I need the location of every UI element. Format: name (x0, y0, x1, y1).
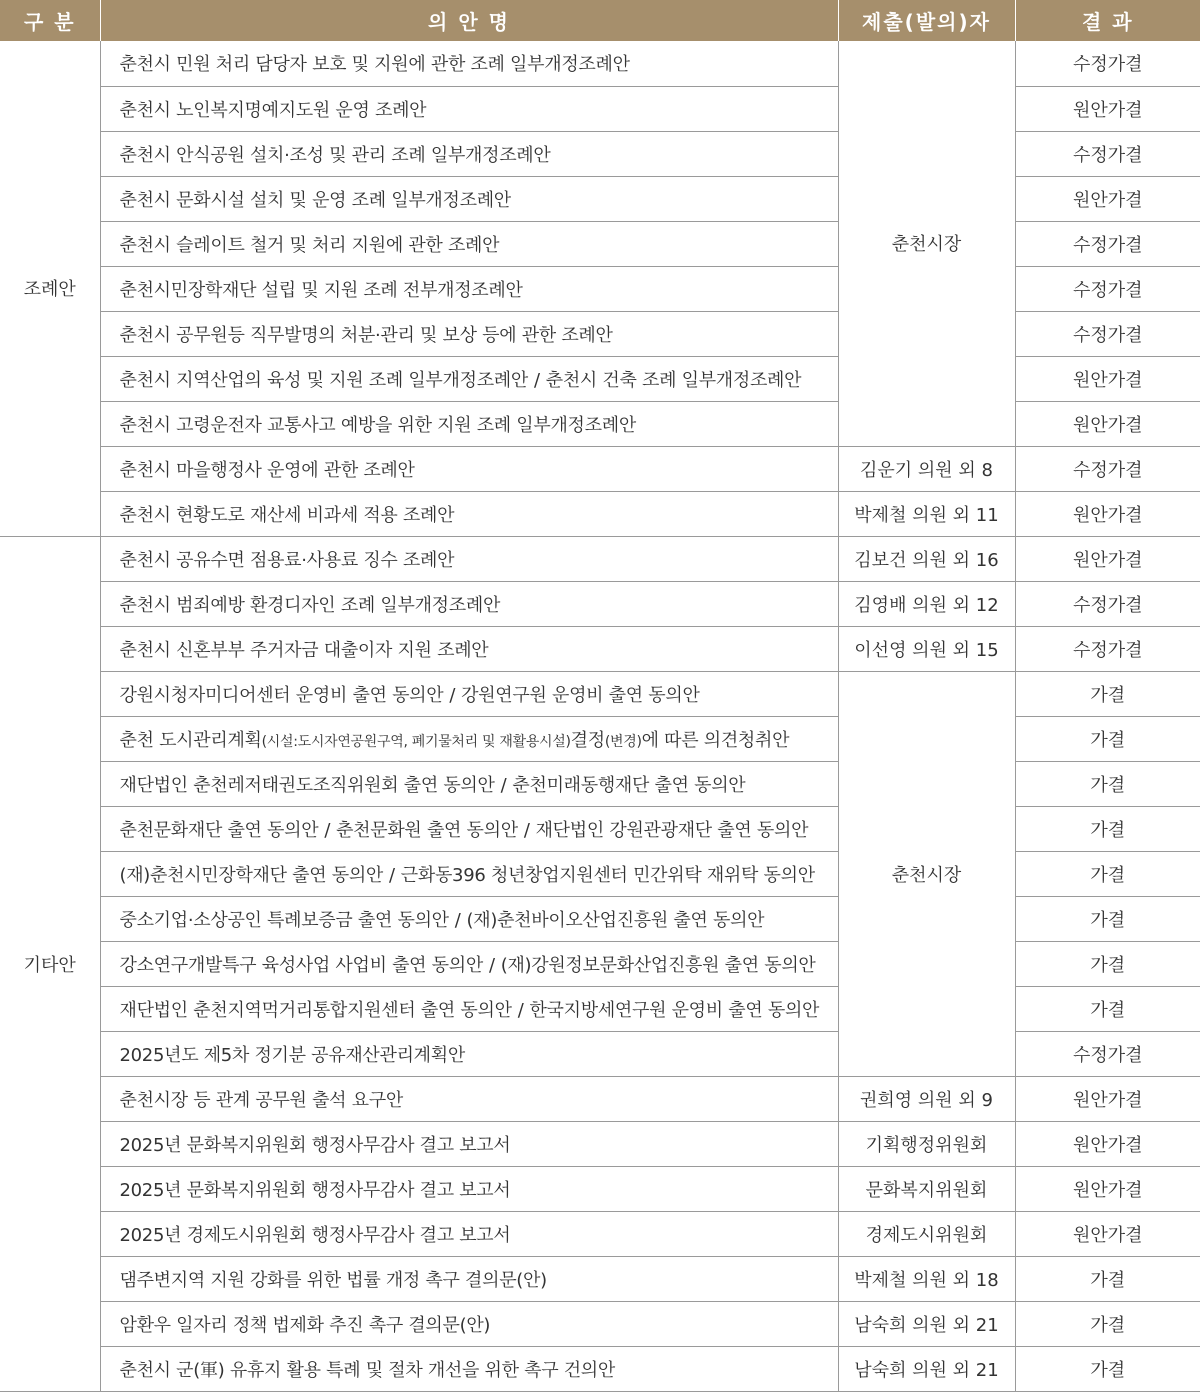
bill-title: 춘천시 마을행정사 운영에 관한 조례안 (100, 446, 838, 491)
result-cell: 수정가결 (1015, 131, 1200, 176)
bill-title (100, 896, 838, 941)
bill-title-part: 춘천문화재단 출연 동의안 (119, 819, 319, 841)
bill-title: 춘천시 슬레이트 철거 및 처리 지원에 관한 조례안 (100, 221, 838, 266)
submitter-cell: 김영배 의원 외 12 (838, 581, 1015, 626)
title-separator: / (523, 819, 530, 841)
bill-title: 2025년도 제5차 정기분 공유재산관리계획안 (100, 1031, 838, 1076)
result-cell: 가결 (1015, 896, 1200, 941)
table-row (0, 761, 1200, 806)
submitter-cell: 김보건 의원 외 16 (838, 536, 1015, 581)
title-separator: / (500, 774, 507, 796)
bill-title-note: (시설:도시자연공원구역, 폐기물처리 및 재활용시설) (261, 733, 571, 750)
table-row (0, 1031, 1200, 1076)
bill-title (100, 356, 838, 401)
title-separator: / (454, 909, 461, 931)
bill-title-part: 강원시청자미디어센터 운영비 출연 동의안 (119, 684, 444, 706)
result-cell: 수정가결 (1015, 446, 1200, 491)
result-cell: 가결 (1015, 761, 1200, 806)
bill-title-part: (재)강원정보문화산업진흥원 출연 동의안 (500, 954, 816, 976)
bill-title (100, 761, 838, 806)
title-separator: / (324, 819, 331, 841)
table-row (0, 1256, 1200, 1301)
submitter-cell: 남숙희 의원 외 21 (838, 1301, 1015, 1346)
bill-title: 춘천시민장학재단 설립 및 지원 조례 전부개정조례안 (100, 266, 838, 311)
table-row (0, 311, 1200, 356)
submitter-cell: 경제도시위원회 (838, 1211, 1015, 1256)
result-cell: 수정가결 (1015, 266, 1200, 311)
table-row (0, 986, 1200, 1031)
table-row (0, 896, 1200, 941)
submitter-cell: 권희영 의원 외 9 (838, 1076, 1015, 1121)
table-row (0, 1346, 1200, 1391)
table-row (0, 941, 1200, 986)
result-cell: 가결 (1015, 716, 1200, 761)
bill-title: 춘천시 공무원등 직무발명의 처분·관리 및 보상 등에 관한 조례안 (100, 311, 838, 356)
header-category: 구 분 (0, 0, 100, 41)
submitter-cell: 춘천시장 (838, 671, 1015, 1076)
bill-title (100, 986, 838, 1031)
table-row (0, 86, 1200, 131)
result-cell: 가결 (1015, 851, 1200, 896)
result-cell: 수정가결 (1015, 626, 1200, 671)
bill-title-part: 강소연구개발특구 육성사업 사업비 출연 동의안 (119, 954, 483, 976)
bill-title: 춘천시 군(軍) 유휴지 활용 특례 및 절차 개선을 위한 촉구 건의안 (100, 1346, 838, 1391)
header-bill-title: 의 안 명 (100, 0, 838, 41)
table-row (0, 581, 1200, 626)
bill-title-part: 춘천미래동행재단 출연 동의안 (512, 774, 746, 796)
submitter-cell: 남숙희 의원 외 21 (838, 1346, 1015, 1391)
table-row (0, 851, 1200, 896)
result-cell: 가결 (1015, 1256, 1200, 1301)
bill-title: 암환우 일자리 정책 법제화 추진 촉구 결의문(안) (100, 1301, 838, 1346)
bill-title-part: 결정 (570, 729, 605, 751)
bill-title-part: 춘천시 지역산업의 육성 및 지원 조례 일부개정조례안 (119, 369, 528, 391)
header-submitter: 제출(발의)자 (838, 0, 1015, 41)
bill-title-note: (변경) (604, 733, 642, 750)
bill-title-part: 한국지방세연구원 운영비 출연 동의안 (529, 999, 820, 1021)
result-cell: 수정가결 (1015, 311, 1200, 356)
title-separator: / (488, 954, 495, 976)
title-separator: / (533, 369, 540, 391)
table-row (0, 1121, 1200, 1166)
result-cell: 가결 (1015, 1301, 1200, 1346)
submitter-cell: 문화복지위원회 (838, 1166, 1015, 1211)
result-cell: 수정가결 (1015, 581, 1200, 626)
table-row (0, 1166, 1200, 1211)
table-row (0, 401, 1200, 446)
bill-title (100, 851, 838, 896)
table-row (0, 716, 1200, 761)
result-cell: 원안가결 (1015, 1211, 1200, 1256)
result-cell: 가결 (1015, 671, 1200, 716)
table-row (0, 806, 1200, 851)
result-cell: 가결 (1015, 941, 1200, 986)
bill-title (100, 716, 838, 761)
table-row (0, 131, 1200, 176)
result-cell: 원안가결 (1015, 176, 1200, 221)
bill-title-part: (재)춘천바이오산업진흥원 출연 동의안 (466, 909, 765, 931)
bill-title: 춘천시 공유수면 점용료·사용료 징수 조례안 (100, 536, 838, 581)
submitter-cell: 기획행정위원회 (838, 1121, 1015, 1166)
title-separator: / (389, 864, 395, 886)
table-row (0, 446, 1200, 491)
table-row (0, 41, 1200, 86)
result-cell: 가결 (1015, 806, 1200, 851)
bill-title: 춘천시 고령운전자 교통사고 예방을 위한 지원 조례 일부개정조례안 (100, 401, 838, 446)
bill-title (100, 941, 838, 986)
bill-title-part: 중소기업·소상공인 특례보증금 출연 동의안 (119, 909, 449, 931)
bill-title: 춘천시 안식공원 설치·조성 및 관리 조례 일부개정조례안 (100, 131, 838, 176)
result-cell: 원안가결 (1015, 86, 1200, 131)
submitter-cell: 박제철 의원 외 18 (838, 1256, 1015, 1301)
bill-title (100, 806, 838, 851)
table-row (0, 1211, 1200, 1256)
table-row (0, 266, 1200, 311)
table-row (0, 221, 1200, 266)
bill-title-part: 춘천시 건축 조례 일부개정조례안 (545, 369, 802, 391)
result-cell: 원안가결 (1015, 1166, 1200, 1211)
bill-title-part: (재)춘천시민장학재단 출연 동의안 (119, 864, 384, 886)
result-cell: 수정가결 (1015, 221, 1200, 266)
bill-title-part: 재단법인 춘천레저태권도조직위원회 출연 동의안 (119, 774, 495, 796)
bill-title: 춘천시 문화시설 설치 및 운영 조례 일부개정조례안 (100, 176, 838, 221)
bill-title-part: 재단법인 강원관광재단 출연 동의안 (535, 819, 809, 841)
submitter-cell: 이선영 의원 외 15 (838, 626, 1015, 671)
header-result: 결 과 (1015, 0, 1200, 41)
bill-title: 춘천시 신혼부부 주거자금 대출이자 지원 조례안 (100, 626, 838, 671)
table-row (0, 536, 1200, 581)
table-row (0, 1301, 1200, 1346)
table-row (0, 176, 1200, 221)
bill-title: 2025년 문화복지위원회 행정사무감사 결고 보고서 (100, 1121, 838, 1166)
category-cell-ordinance: 조례안 (0, 41, 100, 536)
bill-title: 춘천시 노인복지명예지도원 운영 조례안 (100, 86, 838, 131)
bill-title: 춘천시 민원 처리 담당자 보호 및 지원에 관한 조례 일부개정조례안 (100, 41, 838, 86)
bill-title-part: 재단법인 춘천지역먹거리통합지원센터 출연 동의안 (119, 999, 512, 1021)
result-cell: 수정가결 (1015, 41, 1200, 86)
bill-title: 댐주변지역 지원 강화를 위한 법률 개정 촉구 결의문(안) (100, 1256, 838, 1301)
result-cell: 수정가결 (1015, 1031, 1200, 1076)
header-row (0, 0, 1200, 41)
table-row (0, 671, 1200, 716)
bill-title: 춘천시 현황도로 재산세 비과세 적용 조례안 (100, 491, 838, 536)
result-cell: 원안가결 (1015, 1076, 1200, 1121)
bill-title-part: 춘천 도시관리계획 (119, 729, 262, 751)
result-cell: 원안가결 (1015, 401, 1200, 446)
bill-title: 2025년 문화복지위원회 행정사무감사 결고 보고서 (100, 1166, 838, 1211)
result-cell: 원안가결 (1015, 356, 1200, 401)
result-cell: 가결 (1015, 1346, 1200, 1391)
table-row (0, 626, 1200, 671)
bill-title-part: 강원연구원 운영비 출연 동의안 (461, 684, 700, 706)
bill-title-part: 춘천문화원 출연 동의안 (336, 819, 518, 841)
category-cell-other: 기타안 (0, 536, 100, 1391)
table-row (0, 491, 1200, 536)
table-row (0, 1076, 1200, 1121)
bill-title-part: 근화동396 청년창업지원센터 민간위탁 재위탁 동의안 (400, 864, 815, 886)
submitter-cell: 춘천시장 (838, 41, 1015, 446)
result-cell: 원안가결 (1015, 536, 1200, 581)
result-cell: 가결 (1015, 986, 1200, 1031)
result-cell: 원안가결 (1015, 491, 1200, 536)
bill-title: 2025년 경제도시위원회 행정사무감사 결고 보고서 (100, 1211, 838, 1256)
bill-title (100, 671, 838, 716)
table-row (0, 356, 1200, 401)
submitter-cell: 김운기 의원 외 8 (838, 446, 1015, 491)
bill-title: 춘천시장 등 관계 공무원 출석 요구안 (100, 1076, 838, 1121)
bill-title-part: 에 따른 의견청취안 (641, 729, 790, 751)
title-separator: / (517, 999, 524, 1021)
bill-title: 춘천시 범죄예방 환경디자인 조례 일부개정조례안 (100, 581, 838, 626)
title-separator: / (449, 684, 456, 706)
submitter-cell: 박제철 의원 외 11 (838, 491, 1015, 536)
result-cell: 원안가결 (1015, 1121, 1200, 1166)
